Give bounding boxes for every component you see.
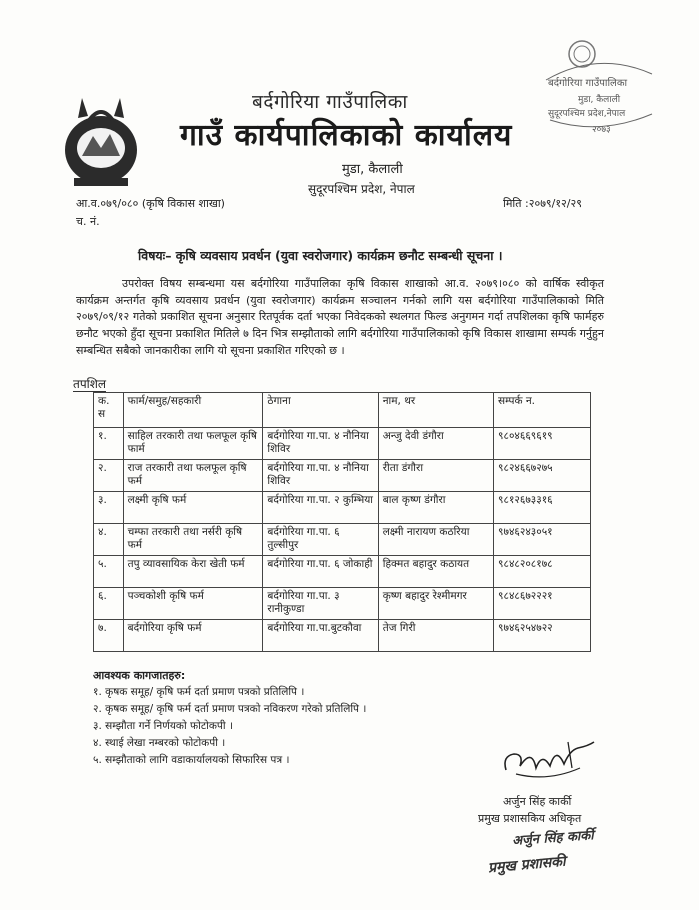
header-name: नाम, थर: [378, 393, 493, 428]
svg-text:मुडा, कैलाली: मुडा, कैलाली: [578, 95, 621, 105]
cell-serial: ७.: [94, 620, 124, 652]
header-farm: फार्म/समुह/सहकारी: [123, 393, 263, 428]
required-documents-title: आवश्यक कागजातहरु:: [93, 669, 186, 682]
cell-farm: साहिल तरकारी तथा फलफूल कृषि फार्म: [123, 428, 263, 460]
selected-farms-table: [93, 392, 591, 652]
table-header-row: [94, 393, 591, 428]
cell-name: लक्ष्मी नारायण कठरिया: [378, 524, 493, 556]
name-stamp: अर्जुन सिंह कार्की: [511, 828, 595, 849]
svg-text:२०७३: २०७३: [592, 125, 611, 135]
cell-address: बर्दगोरिया गा.पा. २ कुम्भिया: [263, 492, 378, 524]
list-item: ५. सम्झौताको लागि वडाकार्यालयको सिफारिस पत्र ।: [93, 754, 290, 766]
schedule-label: तपशिल: [73, 377, 107, 391]
signatory-name: अर्जुन सिंह कार्की: [503, 795, 572, 808]
cell-serial: १.: [94, 428, 124, 460]
handwritten-signature: [498, 738, 598, 788]
cell-name: बाल कृष्ण डंगौरा: [378, 492, 493, 524]
notice-body: [76, 276, 604, 360]
cell-farm: पञ्चकोशी कृषि फर्म: [123, 588, 263, 620]
table-row: [94, 620, 591, 652]
office-seal-icon: [540, 36, 658, 140]
cell-address: बर्दगोरिया गा.पा. ४ नौनिया शिविर: [263, 460, 378, 492]
required-documents-list: [93, 684, 366, 769]
cell-contact: ९८१२६७३३१६: [494, 492, 591, 524]
cell-address: बर्दगोरिया गा.पा. ४ नौनिया शिविर: [263, 428, 378, 460]
province-line: सुदूरपश्चिम प्रदेश, नेपाल: [308, 182, 415, 196]
cell-address: बर्दगोरिया गा.पा.बुटकौवा: [263, 620, 378, 652]
svg-text:सुदूरपश्चिम प्रदेश,नेपाल: सुदूरपश्चिम प्रदेश,नेपाल: [548, 109, 626, 119]
cell-name: हिक्मत बहादुर कठायत: [378, 556, 493, 588]
cell-contact: ९८४८२०८१७८: [494, 556, 591, 588]
cell-address: बर्दगोरिया गा.पा. ३ रानीकुण्डा: [263, 588, 378, 620]
table-row: [94, 492, 591, 524]
cell-farm: तपु व्यावसायिक केरा खेती फर्म: [123, 556, 263, 588]
cell-name: कृष्ण बहादुर रेश्मीमगर: [378, 588, 493, 620]
reference-number: आ.व.०७९/०८० (कृषि विकास शाखा): [76, 197, 225, 210]
list-item: ३. सम्झौता गर्ने निर्णयको फोटोकपी ।: [93, 720, 233, 732]
notice-body-text: उपरोक्त विषय सम्बन्धमा यस बर्दगोरिया गाउँपालिका कृषि विकास शाखाको आ.व. २०७९।०८० को वार्षिक स्वीकृत कार्यक्रम अन्तर्गत कृषि व्यवसाय प्रवर्धन (युवा स्वरोजगार) कार्यक्रम सञ्चालन गर्नको लागि यस बर्दगोरिया गाउँपालिकाको मिति २०७९/०९/१२ गतेको प्रकाशित सूचना अनुसार रितपूर्वक दर्ता भएका निवेदकको स्थलगत फिल्ड अनुगमन गर्दा तपशिलका कृषि फार्महरु छनौट भएको हुँदा सूचना प्रकाशित मितिले ७ दिन भित्र सम्झौताको लागि बर्दगोरिया गाउँपालिकाको कृषि विकास शाखामा सम्पर्क गर्नुहुन सम्बन्धित सबैको जानकारीका लागि यो सूचना प्रकाशित गरिएको छ ।: [76, 277, 604, 357]
title-stamp: प्रमुख प्रशासकी: [487, 853, 567, 877]
letter-date: मिति :२०७९/१२/२९: [503, 197, 582, 210]
subject-line: विषयः– कृषि व्यवसाय प्रवर्धन (युवा स्वरोजगार) कार्यक्रम छनौट सम्बन्धी सूचना ।: [138, 248, 503, 263]
cell-name: अन्जु देवी डंगौरा: [378, 428, 493, 460]
header-address: ठेगाना: [263, 393, 378, 428]
table-row: [94, 460, 591, 492]
dispatch-number: च. नं.: [76, 215, 100, 228]
table-row: [94, 556, 591, 588]
header-contact: सम्पर्क न.: [494, 393, 591, 428]
cell-serial: ६.: [94, 588, 124, 620]
cell-name: तेज गिरी: [378, 620, 493, 652]
cell-contact: ९७४६२४३०५१: [494, 524, 591, 556]
office-location: मुडा, कैलाली: [342, 162, 403, 177]
municipality-name: बर्दगोरिया गाउँपालिका: [252, 91, 408, 113]
cell-serial: ५.: [94, 556, 124, 588]
cell-serial: २.: [94, 460, 124, 492]
cell-address: बर्दगोरिया गा.पा. ६ तुल्सीपुर: [263, 524, 378, 556]
list-item: २. कृषक समूह/ कृषि फर्म दर्ता प्रमाण पत्रको नविकरण गरेको प्रतिलिपि ।: [93, 703, 367, 715]
table-row: [94, 588, 591, 620]
cell-address: बर्दगोरिया गा.पा. ६ जोकाही: [263, 556, 378, 588]
header-serial: क. स: [94, 393, 124, 428]
nepal-emblem-icon: [60, 92, 142, 192]
table-row: [94, 428, 591, 460]
cell-contact: ९७४६२५४७२२: [494, 620, 591, 652]
cell-farm: बर्दगोरिया कृषि फर्म: [123, 620, 263, 652]
cell-contact: ९८०४६६९६१९: [494, 428, 591, 460]
cell-contact: ९८२४६६७२७५: [494, 460, 591, 492]
list-item: १. कृषक समूह/ कृषि फर्म दर्ता प्रमाण पत्रको प्रतिलिपि ।: [93, 686, 305, 698]
list-item: ४. स्थाई लेखा नम्बरको फोटोकपी ।: [93, 737, 226, 749]
cell-name: रीता डंगौरा: [378, 460, 493, 492]
svg-text:बर्दगोरिया गाउँपालिका: बर्दगोरिया गाउँपालिका: [548, 78, 628, 89]
cell-farm: राज तरकारी तथा फलफूल कृषि फर्म: [123, 460, 263, 492]
signatory-title: प्रमुख प्रशासकिय अधिकृत: [478, 812, 582, 825]
cell-farm: चम्फा तरकारी तथा नर्सरी कृषि फर्म: [123, 524, 263, 556]
cell-farm: लक्ष्मी कृषि फर्म: [123, 492, 263, 524]
cell-serial: ३.: [94, 492, 124, 524]
cell-contact: ९८४८६७२२२१: [494, 588, 591, 620]
table-row: [94, 524, 591, 556]
cell-serial: ४.: [94, 524, 124, 556]
office-title: गाउँ कार्यपालिकाको कार्यालय: [180, 118, 513, 153]
